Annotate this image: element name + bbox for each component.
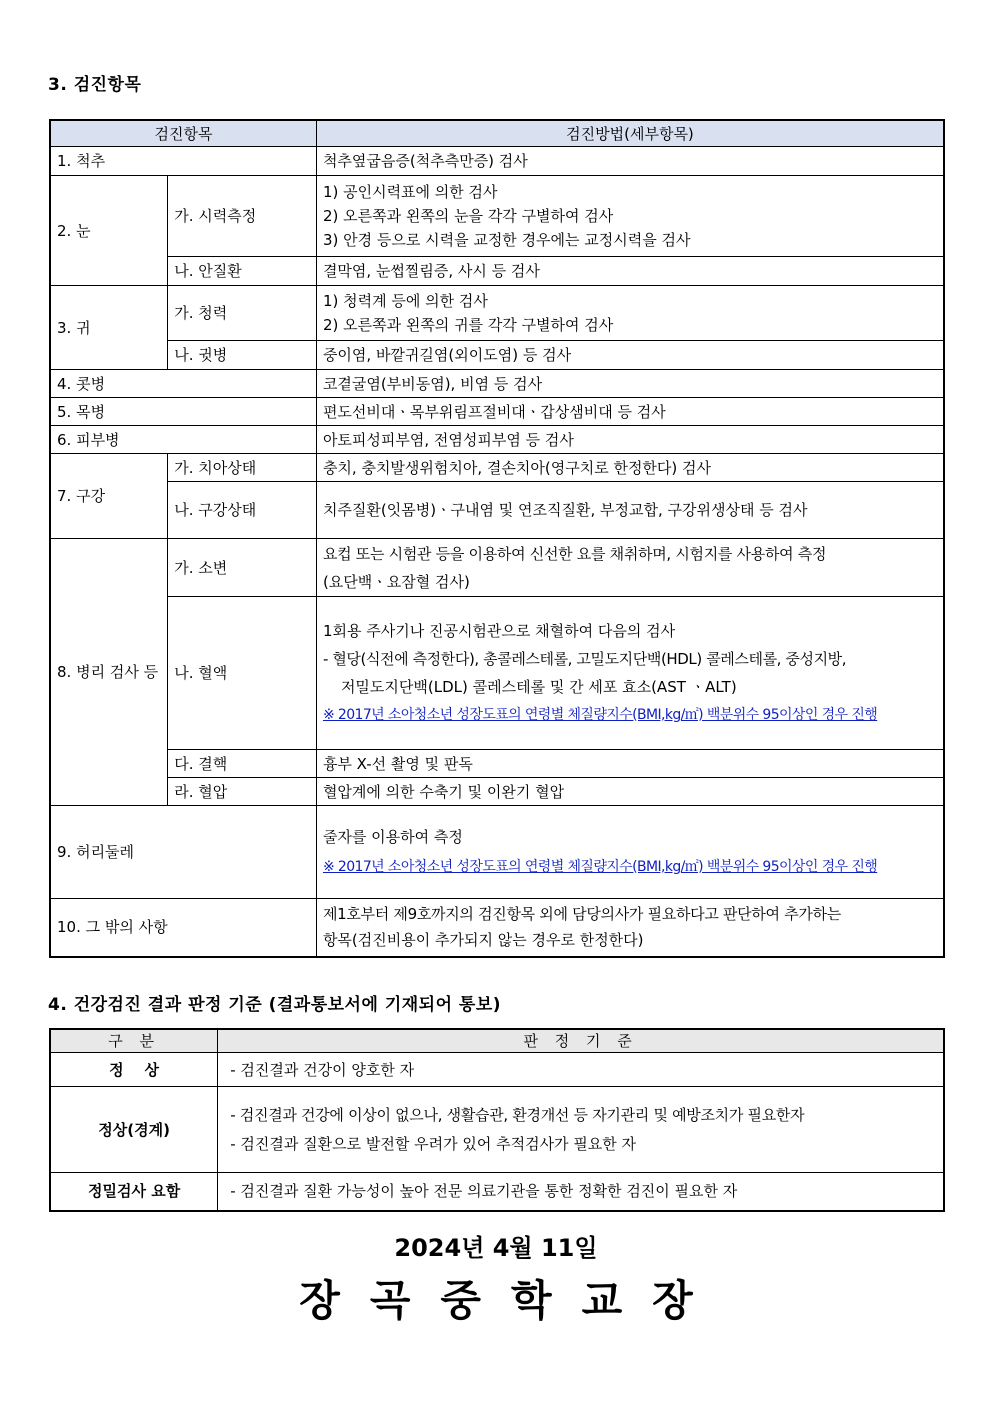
criteria-cell: - 검진결과 건강에 이상이 없으나, 생활습관, 환경개선 등 자기관리 및 예방조치가 필요한자 - 검진결과 질환으로 발전할 우려가 있어 추적검사가 필요한 자 bbox=[218, 1087, 944, 1173]
header-category: 구 분 bbox=[50, 1029, 218, 1053]
table-row: 정상(경계) - 검진결과 건강에 이상이 없으나, 생활습관, 환경개선 등 자기관리 및 예방조치가 필요한자 - 검진결과 질환으로 발전할 우려가 있어 추적검사가 필요한 자 bbox=[50, 1087, 944, 1173]
table-row: 6. 피부병 아토피성피부염, 전염성피부염 등 검사 bbox=[50, 426, 944, 454]
method-cell: 제1호부터 제9호까지의 검진항목 외에 담당의사가 필요하다고 판단하여 추가하는 항목(검진비용이 추가되지 않는 경우로 한정한다) bbox=[316, 899, 944, 957]
table-row: 정 상 - 검진결과 건강이 양호한 자 bbox=[50, 1053, 944, 1087]
table-row: 8. 병리 검사 등 가. 소변 요컵 또는 시험관 등을 이용하여 신선한 요를 채취하며, 시험지를 사용하여 측정 (요단백ㆍ요잠혈 검사) bbox=[50, 539, 944, 597]
table-row: 라. 혈압 혈압계에 의한 수축기 및 이완기 혈압 bbox=[50, 778, 944, 806]
bmi-note: ※ 2017년 소아청소년 성장도표의 연령별 체질량지수(BMI,kg/㎡) 백분위수 95이상인 경우 진행 bbox=[322, 707, 878, 723]
header-exam-item: 검진항목 bbox=[50, 120, 316, 147]
table-row: 10. 그 밖의 사항 제1호부터 제9호까지의 검진항목 외에 담당의사가 필요하다고 판단하여 추가하는 항목(검진비용이 추가되지 않는 경우로 한정한다) bbox=[50, 899, 944, 957]
table-row: 나. 혈액 1회용 주사기나 진공시험관으로 채혈하여 다음의 검사 - 혈당(식전에 측정한다), 총콜레스테롤, 고밀도지단백(HDL) 콜레스테롤, 중성지방, 저밀도지단백(LDL) 콜레스테롤 및 간 세포 효소(AST ㆍALT) ※ 2017년 소아청소년 성장도표의 연령별 체질량지수(BMI,kg/㎡) 백분위수 95이상인 경우 진행 bbox=[50, 597, 944, 750]
bmi-note: ※ 2017년 소아청소년 성장도표의 연령별 체질량지수(BMI,kg/㎡) 백분위수 95이상인 경우 진행 bbox=[322, 859, 878, 875]
table-row: 3. 귀 가. 청력 1) 청력계 등에 의한 검사 2) 오른쪽과 왼쪽의 귀를 각각 구별하여 검사 bbox=[50, 286, 944, 341]
table-row: 5. 목병 편도선비대ㆍ목부위림프절비대ㆍ갑상샘비대 등 검사 bbox=[50, 398, 944, 426]
method-cell: 1회용 주사기나 진공시험관으로 채혈하여 다음의 검사 - 혈당(식전에 측정한다), 총콜레스테롤, 고밀도지단백(HDL) 콜레스테롤, 중성지방, 저밀도지단백(LDL) 콜레스테롤 및 간 세포 효소(AST ㆍALT) ※ 2017년 소아청소년 성장도표의 연령별 체질량지수(BMI,kg/㎡) 백분위수 95이상인 경우 진행 bbox=[316, 597, 944, 750]
header-exam-method: 검진방법(세부항목) bbox=[316, 120, 944, 147]
document-date: 2024년 4월 11일 bbox=[394, 1234, 598, 1262]
table-row: 정밀검사 요함 - 검진결과 질환 가능성이 높아 전문 의료기관을 통한 정확한 검진이 필요한 자 bbox=[50, 1173, 944, 1211]
table-row: 4. 콧병 코곁굴염(부비동염), 비염 등 검사 bbox=[50, 370, 944, 398]
header-criteria: 판 정 기 준 bbox=[218, 1029, 944, 1053]
result-criteria-table bbox=[49, 1028, 945, 1212]
table-row: 9. 허리둘레 줄자를 이용하여 측정 ※ 2017년 소아청소년 성장도표의 연령별 체질량지수(BMI,kg/㎡) 백분위수 95이상인 경우 진행 bbox=[50, 806, 944, 899]
table-row: 2. 눈 가. 시력측정 1) 공인시력표에 의한 검사 2) 오른쪽과 왼쪽의 눈을 각각 구별하여 검사 3) 안경 등으로 시력을 교정한 경우에는 교정시력을 검사 bbox=[50, 176, 944, 257]
method-cell: 1) 공인시력표에 의한 검사 2) 오른쪽과 왼쪽의 눈을 각각 구별하여 검사 3) 안경 등으로 시력을 교정한 경우에는 교정시력을 검사 bbox=[316, 176, 944, 257]
section-4-title: 4. 건강검진 결과 판정 기준 (결과통보서에 기재되어 통보) bbox=[48, 995, 502, 1015]
table-row: 나. 구강상태 치주질환(잇몸병)ㆍ구내염 및 연조직질환, 부정교합, 구강위생상태 등 검사 bbox=[50, 482, 944, 539]
section-3-title: 3. 검진항목 bbox=[48, 75, 142, 95]
table-row: 7. 구강 가. 치아상태 충치, 충치발생위험치아, 결손치아(영구치로 한정한다) 검사 bbox=[50, 454, 944, 482]
table-header bbox=[50, 1029, 944, 1053]
table-row: 다. 결핵 흉부 X-선 촬영 및 판독 bbox=[50, 750, 944, 778]
method-cell: 줄자를 이용하여 측정 ※ 2017년 소아청소년 성장도표의 연령별 체질량지수(BMI,kg/㎡) 백분위수 95이상인 경우 진행 bbox=[316, 806, 944, 899]
exam-items-table bbox=[49, 119, 945, 958]
method-cell: 요컵 또는 시험관 등을 이용하여 신선한 요를 채취하며, 시험지를 사용하여 측정 (요단백ㆍ요잠혈 검사) bbox=[316, 539, 944, 597]
table-row: 나. 안질환 결막염, 눈썹찔림증, 사시 등 검사 bbox=[50, 257, 944, 286]
table-row: 나. 귓병 중이염, 바깥귀길염(외이도염) 등 검사 bbox=[50, 341, 944, 370]
school-principal-signature: 장곡중학교장 bbox=[299, 1276, 723, 1325]
method-cell: 1) 청력계 등에 의한 검사 2) 오른쪽과 왼쪽의 귀를 각각 구별하여 검사 bbox=[316, 286, 944, 341]
table-row: 1. 척추 척추옆굽음증(척추측만증) 검사 bbox=[50, 147, 944, 176]
table-header bbox=[50, 120, 944, 147]
